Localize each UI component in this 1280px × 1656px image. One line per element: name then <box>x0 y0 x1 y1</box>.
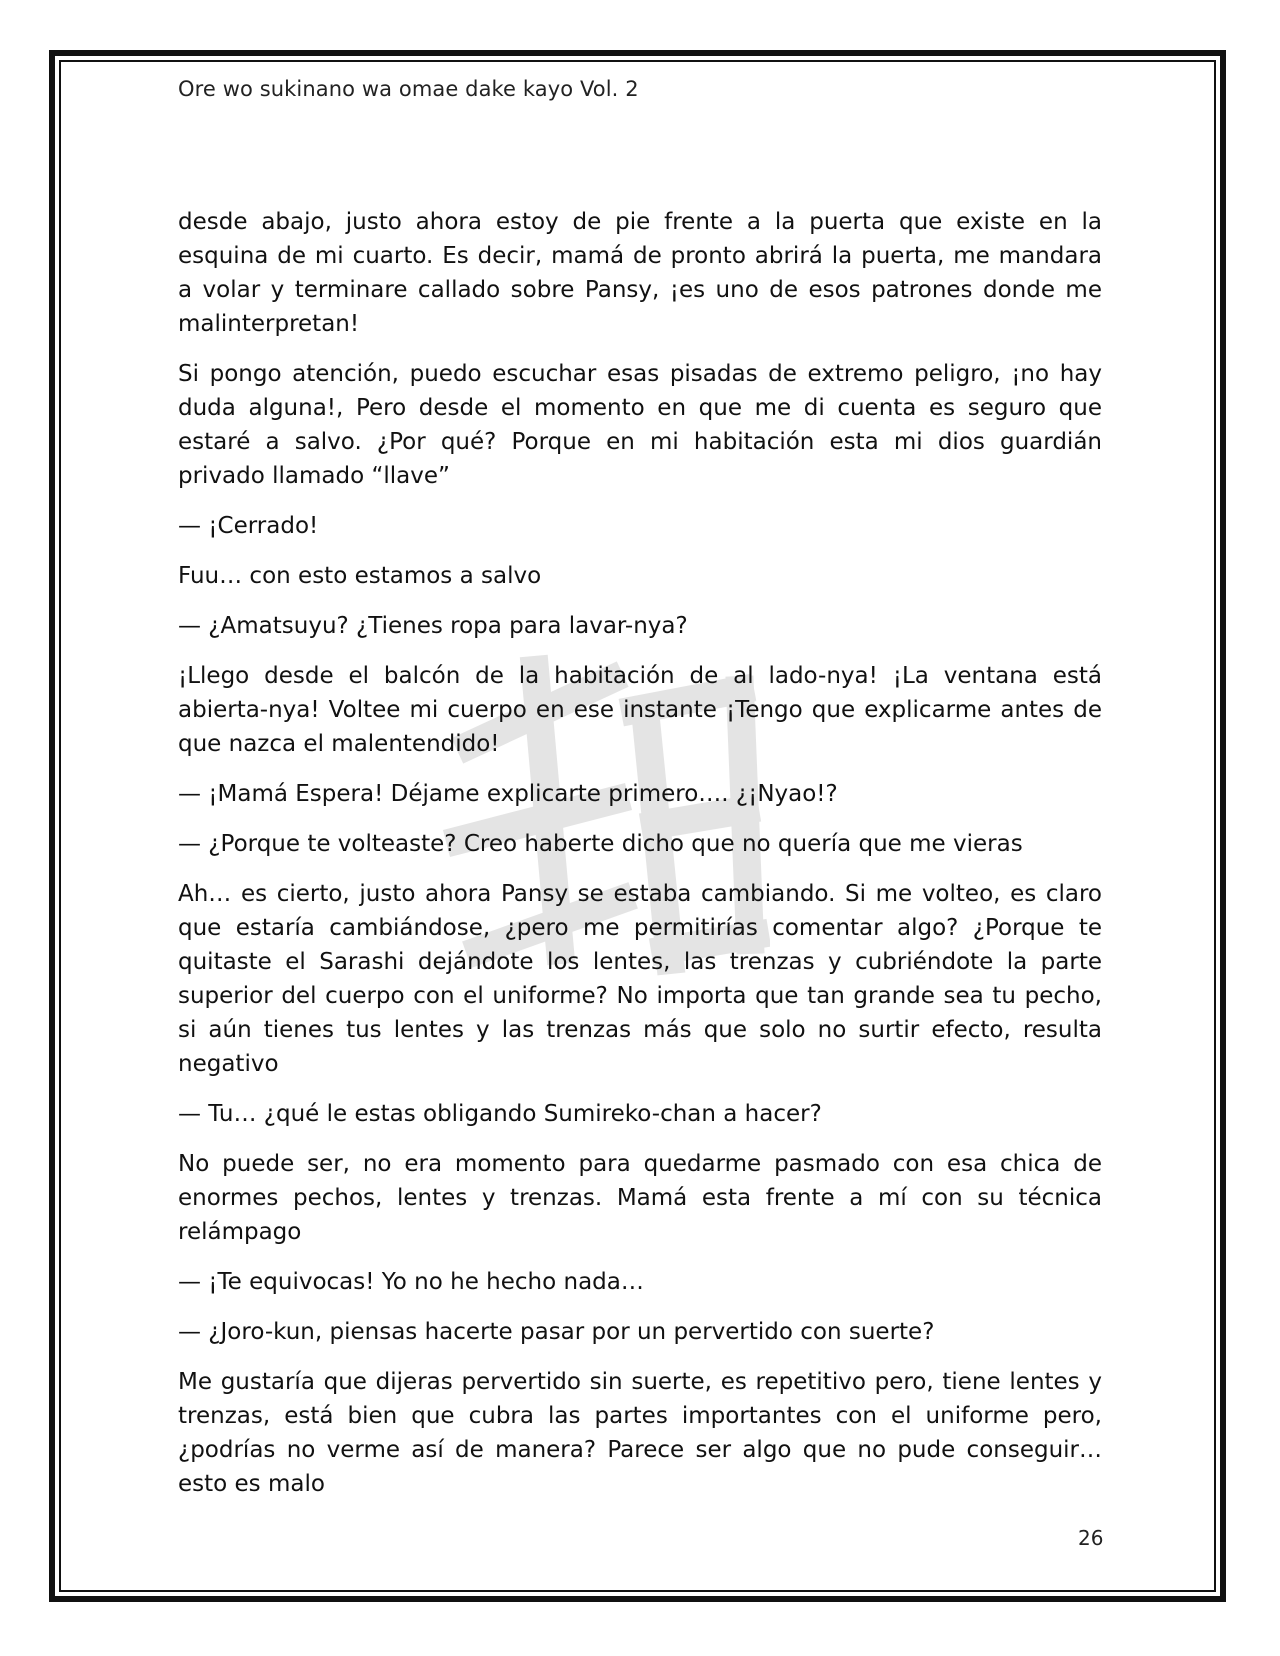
paragraph: No puede ser, no era momento para quedarme pasmado con esa chica de enormes pechos, lentes y trenzas. Mamá esta frente a mí con su técnica relámpago <box>178 1151 1102 1245</box>
dialogue-line: — ¿Amatsuyu? ¿Tienes ropa para lavar-nya? <box>178 613 688 639</box>
body-text <box>178 205 1102 1517</box>
paragraph: ¡Llego desde el balcón de la habitación de al lado-nya! ¡La ventana está abierta-nya! Voltee mi cuerpo en ese instante ¡Tengo que explicarme antes de que nazca el malentendido! <box>178 663 1102 757</box>
dialogue-line: — ¡Mamá Espera! Déjame explicarte primero…. ¿¡Nyao!? <box>178 781 838 807</box>
paragraph: Fuu… con esto estamos a salvo <box>178 563 542 589</box>
dialogue-line: — ¡Cerrado! <box>178 513 319 539</box>
dialogue-line: — ¿Joro-kun, piensas hacerte pasar por un pervertido con suerte? <box>178 1319 935 1345</box>
dialogue-line: — Tu… ¿qué le estas obligando Sumireko-chan a hacer? <box>178 1101 822 1127</box>
dialogue-line: — ¿Porque te volteaste? Creo haberte dicho que no quería que me vieras <box>178 831 1023 857</box>
page-number: 26 <box>1078 1526 1104 1550</box>
paragraph: Ah… es cierto, justo ahora Pansy se estaba cambiando. Si me volteo, es claro que estaría cambiándose, ¿pero me permitirías comentar algo? ¿Porque te quitaste el Sarashi dejándote los lentes, las trenzas y cubriéndote la parte superior del cuerpo con el uniforme? No importa que tan grande sea tu pecho, si aún tienes tus lentes y las trenzas más que solo no surtir efecto, resulta negativo <box>178 881 1102 1077</box>
paragraph: Si pongo atención, puedo escuchar esas pisadas de extremo peligro, ¡no hay duda alguna!, Pero desde el momento en que me di cuenta es seguro que estaré a salvo. ¿Por qué? Porque en mi habitación esta mi dios guardián privado llamado “llave” <box>178 361 1102 489</box>
paragraph: Me gustaría que dijeras pervertido sin suerte, es repetitivo pero, tiene lentes y trenzas, está bien que cubra las partes importantes con el uniforme pero, ¿podrías no verme así de manera? Parece ser algo que no pude conseguir… esto es malo <box>178 1369 1102 1497</box>
paragraph: desde abajo, justo ahora estoy de pie frente a la puerta que existe en la esquina de mi cuarto. Es decir, mamá de pronto abrirá la puerta, me mandara a volar y terminare callado sobre Pansy, ¡es uno de esos patrones donde me malinterpretan! <box>178 209 1102 337</box>
running-header: Ore wo sukinano wa omae dake kayo Vol. 2 <box>178 77 639 101</box>
dialogue-line: — ¡Te equivocas! Yo no he hecho nada… <box>178 1269 644 1295</box>
